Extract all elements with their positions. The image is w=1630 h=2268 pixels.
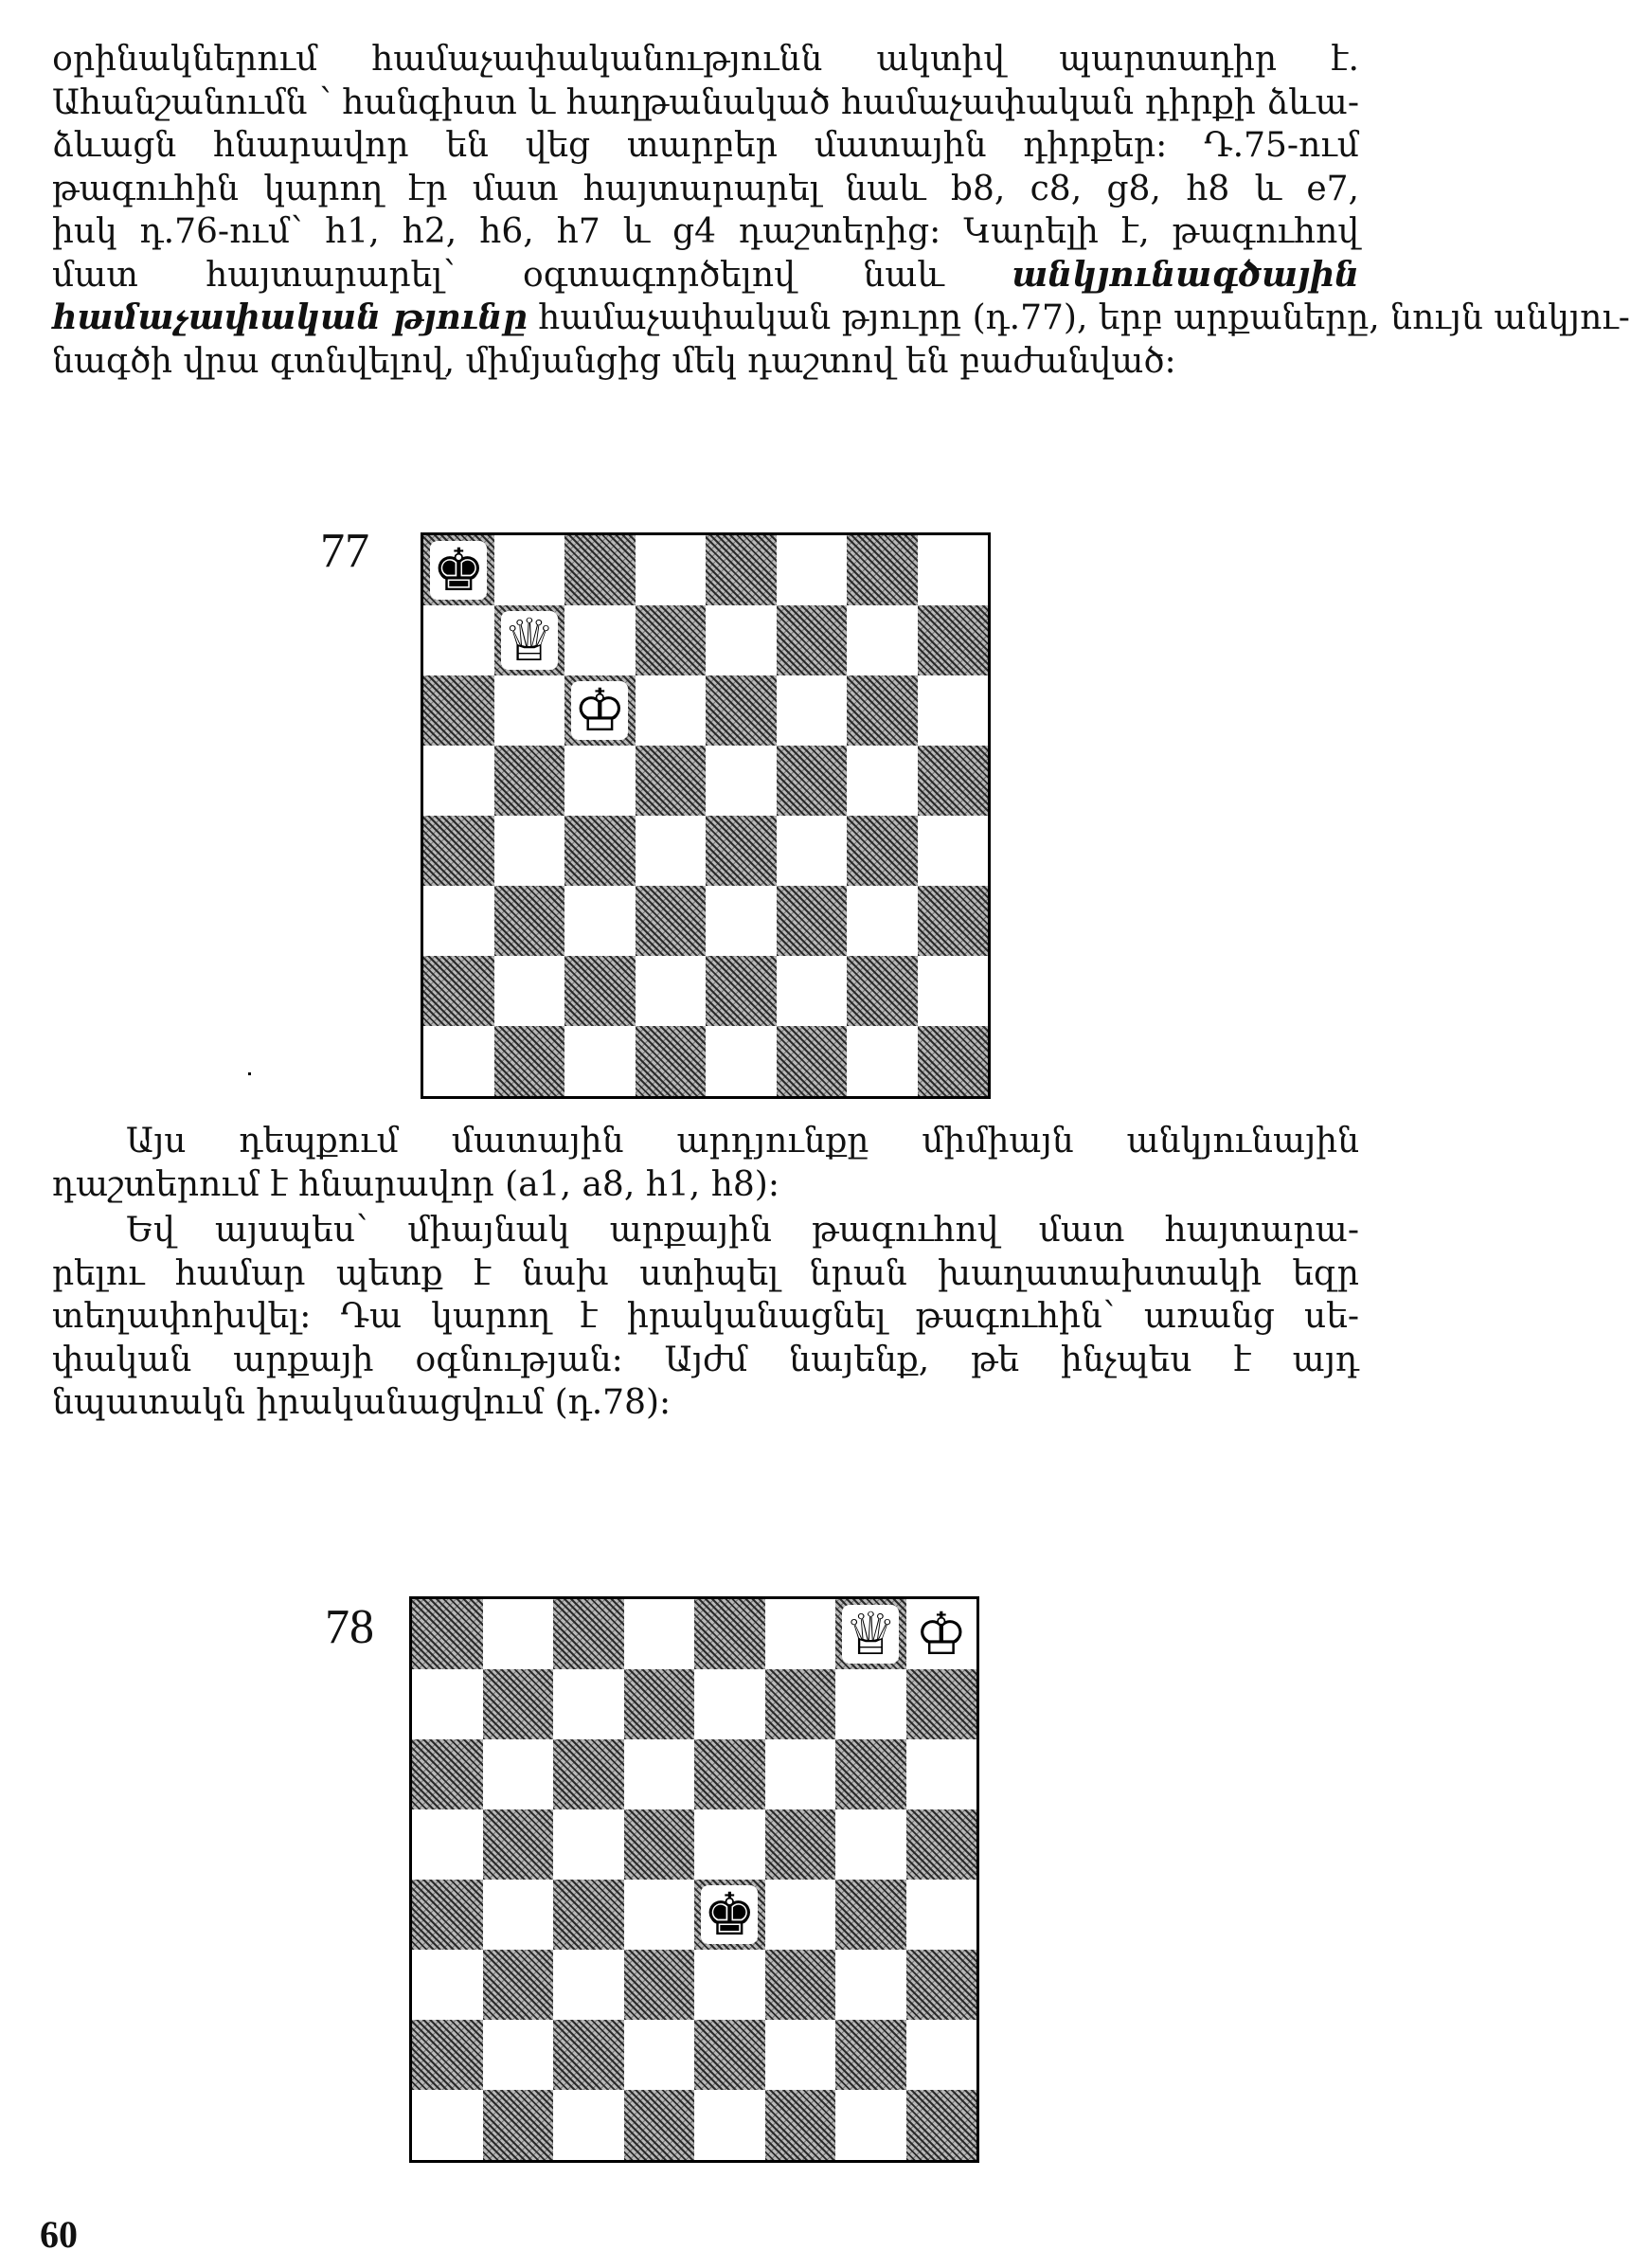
text-line-with-emphasis (52, 297, 1630, 340)
board-square (494, 746, 565, 816)
board-square (906, 1739, 977, 1809)
diagram-number-77: 77 (320, 524, 369, 578)
board-square (624, 2020, 695, 2090)
black-king-icon: ♚ (703, 1880, 757, 1949)
board-square (553, 1599, 624, 1669)
text-line: Այս դեպքում մատային արդյունքը միմիայն անկյունային (126, 1122, 1359, 1161)
page-number: 60 (40, 2213, 78, 2256)
text-line: իսկ դ.76-ում՝ h1, h2, h6, h7 և g4 դաշտերից: Կարելի է, թագուհով (52, 212, 1359, 251)
board-square (483, 1809, 554, 1880)
text-line: փական արքայի օգնության: Այժմ նայենք, թե ինչպես է այդ (52, 1340, 1359, 1379)
board-square (412, 1669, 483, 1739)
board-square (906, 1599, 977, 1669)
board-square (483, 1739, 554, 1809)
board-square (847, 746, 918, 816)
board-square (765, 1950, 836, 2020)
board-square (553, 2090, 624, 2160)
board-square (636, 886, 707, 956)
board-square (624, 2090, 695, 2160)
board-square (564, 886, 636, 956)
board-square (835, 1880, 906, 1950)
emphasis-term: անկյունագծային (1012, 254, 1359, 295)
board-square (564, 816, 636, 886)
board-square (412, 1739, 483, 1809)
board-square (835, 2090, 906, 2160)
text-line: Ահանշանումն ՝ հանգիստ և հաղթանակած համաչափական դիրքի ձևա- (52, 82, 1359, 122)
board-square (636, 675, 707, 746)
board-square (777, 675, 848, 746)
board-square (694, 1739, 765, 1809)
board-square (564, 1026, 636, 1096)
board-square (564, 605, 636, 675)
board-square (765, 1880, 836, 1950)
board-square (847, 886, 918, 956)
text-line: րելու համար պետք է նախ ստիպել նրան խաղատախտակի եզր (52, 1253, 1359, 1293)
board-square (564, 956, 636, 1026)
board-square (412, 1599, 483, 1669)
board-square (706, 1026, 777, 1096)
board-square (847, 605, 918, 675)
board-square (483, 2090, 554, 2160)
board-square (706, 605, 777, 675)
board-square (777, 816, 848, 886)
board-square (906, 2090, 977, 2160)
board-square (906, 1809, 977, 1880)
board-square (777, 746, 848, 816)
white-king-icon: ♔ (914, 1599, 968, 1668)
board-square (483, 1950, 554, 2020)
board-square (918, 535, 989, 605)
board-square (694, 2090, 765, 2160)
board-square (553, 2020, 624, 2090)
diagram-number-78: 78 (325, 1600, 374, 1654)
white-queen-icon: ♕ (844, 1599, 898, 1668)
board-square (553, 1809, 624, 1880)
board-square (694, 1809, 765, 1880)
board-square (918, 746, 989, 816)
board-square (483, 1599, 554, 1669)
board-square (636, 816, 707, 886)
board-square (835, 1599, 906, 1669)
board-square (918, 956, 989, 1026)
board-square (706, 746, 777, 816)
board-square (624, 1669, 695, 1739)
text-line: տեղափոխվել: Դա կարող է իրականացնել թագուհին՝ առանց սե- (52, 1297, 1359, 1336)
board-square (494, 886, 565, 956)
board-square (906, 1669, 977, 1739)
board-square (423, 1026, 494, 1096)
board-square (777, 1026, 848, 1096)
board-square (694, 1599, 765, 1669)
board-square (636, 1026, 707, 1096)
text-line: ձևացն հնարավոր են վեց տարբեր մատային դիրքեր: Դ.75-ում (52, 126, 1359, 165)
board-square (423, 675, 494, 746)
board-square (636, 746, 707, 816)
board-square (494, 816, 565, 886)
board-square (694, 2020, 765, 2090)
board-square (835, 1950, 906, 2020)
board-square (483, 2020, 554, 2090)
text-line-with-emphasis (52, 254, 1359, 297)
board-square (765, 2090, 836, 2160)
text-line: նպատակն իրականացվում (դ.78): (52, 1383, 672, 1422)
board-square (918, 675, 989, 746)
board-square (564, 535, 636, 605)
board-square (918, 1026, 989, 1096)
board-square (847, 1026, 918, 1096)
board-square (706, 675, 777, 746)
board-square (636, 535, 707, 605)
text-segment: համաչափական թյուրը (դ.77), երբ արքաները, նույն անկյու- (538, 298, 1630, 337)
board-square (553, 1739, 624, 1809)
board-square (494, 675, 565, 746)
board-square (494, 535, 565, 605)
text-line: օրինակներում համաչափականությունն ակտիվ պարտադիր է. (52, 40, 1359, 79)
board-square (906, 1880, 977, 1950)
board-square (483, 1669, 554, 1739)
board-square (706, 535, 777, 605)
chess-board-77 (421, 532, 991, 1099)
board-square (423, 535, 494, 605)
board-square (777, 886, 848, 956)
board-square (694, 1950, 765, 2020)
board-square (694, 1880, 765, 1950)
text-line: դաշտերում է հնարավոր (a1, a8, h1, h8): (52, 1164, 779, 1204)
board-square (765, 2020, 836, 2090)
board-square (835, 1669, 906, 1739)
board-square (918, 605, 989, 675)
board-square (765, 1809, 836, 1880)
board-square (423, 886, 494, 956)
board-square (636, 956, 707, 1026)
board-square (765, 1599, 836, 1669)
board-square (835, 1739, 906, 1809)
board-square (624, 1950, 695, 2020)
paragraph-1 (52, 38, 1630, 383)
board-square (765, 1669, 836, 1739)
board-square (494, 1026, 565, 1096)
board-square (624, 1880, 695, 1950)
board-square (847, 675, 918, 746)
board-square (412, 1880, 483, 1950)
board-square (847, 956, 918, 1026)
text-segment: մատ հայտարարել՝ օգտագործելով նաև (52, 255, 944, 295)
board-square (494, 956, 565, 1026)
chess-board-78 (409, 1596, 979, 2163)
black-king-icon: ♚ (432, 535, 486, 604)
board-square (777, 605, 848, 675)
board-square (412, 1809, 483, 1880)
stray-dot (248, 1072, 251, 1075)
board-square (423, 605, 494, 675)
board-square (694, 1669, 765, 1739)
paragraph-2 (52, 1120, 1359, 1206)
board-square (412, 2090, 483, 2160)
board-square (423, 746, 494, 816)
board-square (706, 956, 777, 1026)
text-line: թագուհին կարող էր մատ հայտարարել նաև b8, c8, g8, h8 և e7, (52, 169, 1359, 208)
emphasis-term-2: համաչափական թյունը (52, 297, 528, 337)
board-square (835, 1809, 906, 1880)
board-square (906, 2020, 977, 2090)
board-square (777, 956, 848, 1026)
board-square (624, 1599, 695, 1669)
board-square (423, 956, 494, 1026)
board-square (412, 2020, 483, 2090)
board-square (494, 605, 565, 675)
board-square (412, 1950, 483, 2020)
text-line: նագծի վրա գտնվելով, միմյանցից մեկ դաշտով են բաժանված: (52, 341, 1176, 381)
board-square (765, 1739, 836, 1809)
board-square (636, 605, 707, 675)
board-square (564, 746, 636, 816)
white-queen-icon: ♕ (502, 605, 556, 675)
board-square (777, 535, 848, 605)
board-square (706, 886, 777, 956)
board-square (835, 2020, 906, 2090)
board-square (564, 675, 636, 746)
paragraph-3 (52, 1209, 1359, 1425)
board-square (847, 816, 918, 886)
board-square (553, 1880, 624, 1950)
board-square (706, 816, 777, 886)
text-line: Եվ այսպես՝ միայնակ արքային թագուհով մատ հայտարա- (126, 1211, 1359, 1250)
board-square (918, 816, 989, 886)
board-square (624, 1809, 695, 1880)
board-square (423, 816, 494, 886)
board-square (624, 1739, 695, 1809)
board-square (847, 535, 918, 605)
board-square (553, 1950, 624, 2020)
board-square (553, 1669, 624, 1739)
board-square (483, 1880, 554, 1950)
board-square (918, 886, 989, 956)
board-square (906, 1950, 977, 2020)
white-king-icon: ♔ (573, 675, 627, 745)
